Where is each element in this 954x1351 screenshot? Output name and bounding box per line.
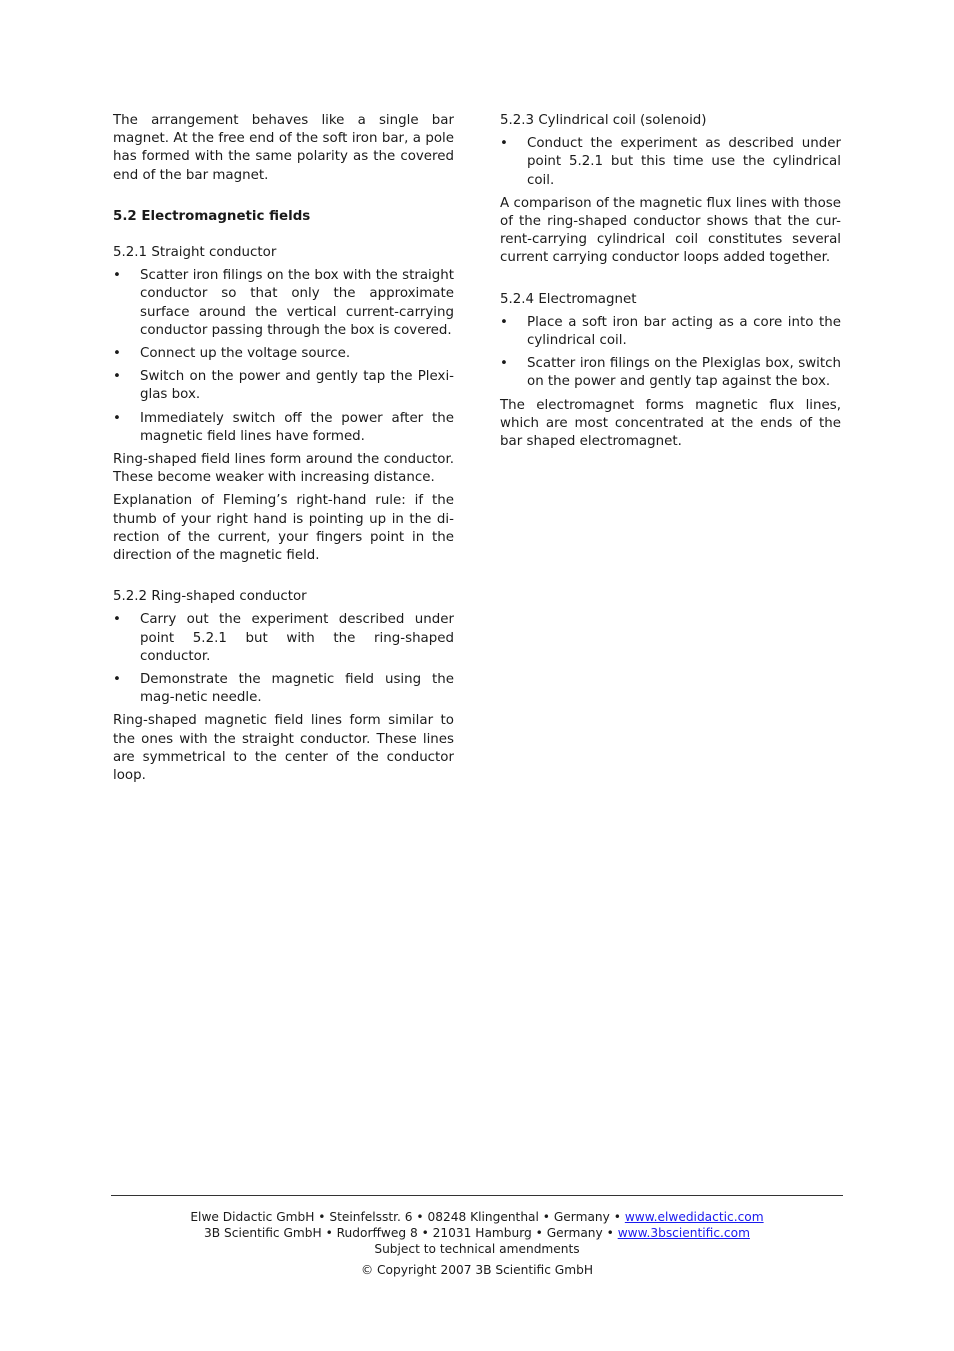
bullet-icon: • bbox=[113, 346, 121, 362]
bullet-icon: • bbox=[500, 136, 508, 152]
bullet-icon: • bbox=[113, 612, 121, 628]
spacer bbox=[500, 273, 841, 291]
list-item: • Scatter iron filings on the box with the straight conductor so that only the approximate surface around the vertical current-carrying conductor passing through the box is covered. bbox=[113, 268, 454, 338]
bullet-icon: • bbox=[113, 672, 121, 688]
intro-paragraph: The arrangement behaves like a single bar magnet. At the free end of the soft iron bar, a pole has formed with the same polarity as the covered end of the bar magnet. bbox=[113, 113, 454, 183]
3b-website-link[interactable]: www.3bscientific.com bbox=[617, 1226, 750, 1240]
elwe-website-link[interactable]: www.elwedidactic.com bbox=[624, 1210, 764, 1224]
footer-amendments: Subject to technical amendments bbox=[374, 1242, 580, 1256]
subsection-heading-521: 5.2.1 Straight conductor bbox=[113, 245, 277, 261]
paragraph-field-lines: Ring-shaped field lines form around the conductor. These become weaker with increasing distance. bbox=[113, 452, 454, 486]
spacer bbox=[113, 190, 454, 208]
subsection-heading-524: 5.2.4 Electromagnet bbox=[500, 291, 637, 307]
footer-divider bbox=[111, 1195, 843, 1196]
bullet-icon: • bbox=[500, 314, 508, 330]
section-heading: 5.2 Electromagnetic fields bbox=[113, 208, 311, 224]
footer-line-elwe: Elwe Didactic GmbH • Steinfelsstr. 6 • 08248 Klingenthal • Germany • www.elwedidactic.com bbox=[190, 1210, 764, 1224]
list-item: • Carry out the experiment described under point 5.2.1 but with the ring-shaped conductor. bbox=[113, 612, 454, 664]
list-item: • Conduct the experiment as described under point 5.2.1 but this time use the cylindrical coil. bbox=[500, 136, 841, 188]
bullet-icon: • bbox=[113, 268, 121, 284]
bullet-list-524 bbox=[500, 314, 841, 392]
bullet-list-522 bbox=[113, 611, 454, 707]
bullet-icon: • bbox=[500, 356, 508, 372]
bullet-list-521 bbox=[113, 267, 454, 446]
list-item: • Demonstrate the magnetic field using the mag-netic needle. bbox=[113, 672, 454, 706]
list-item: • Scatter iron filings on the Plexiglas box, switch on the power and gently tap against the box. bbox=[500, 356, 841, 390]
paragraph-comparison: A comparison of the magnetic flux lines with those of the ring-shaped conductor shows that the cur-rent-carrying cylindrical coil constitutes several current carrying conductor loops added together. bbox=[500, 195, 841, 266]
subsection-heading-523: 5.2.3 Cylindrical coil (solenoid) bbox=[500, 113, 707, 128]
list-item: • Switch on the power and gently tap the Plexi-glas box. bbox=[113, 369, 454, 403]
spacer bbox=[113, 570, 454, 588]
bullet-icon: • bbox=[113, 369, 121, 385]
list-item: • Place a soft iron bar acting as a core into the cylindrical coil. bbox=[500, 314, 841, 349]
footer bbox=[111, 1209, 843, 1278]
bullet-icon: • bbox=[113, 410, 121, 426]
left-column bbox=[113, 112, 454, 790]
list-item: • Connect up the voltage source. bbox=[113, 345, 454, 363]
list-item: • Immediately switch off the power after the magnetic field lines have formed. bbox=[113, 410, 454, 444]
right-column bbox=[500, 112, 841, 456]
paragraph-flemings-rule: Explanation of Fleming’s right-hand rule: if the thumb of your right hand is pointing up in the di-rection of the current, your fingers point in the direction of the magnetic field. bbox=[113, 493, 454, 564]
paragraph-electromagnet: The electromagnet forms magnetic flux lines, which are most concentrated at the ends of the bar shaped electromagnet. bbox=[500, 397, 841, 450]
footer-copyright: © Copyright 2007 3B Scientific GmbH bbox=[360, 1263, 594, 1277]
subsection-heading-522: 5.2.2 Ring-shaped conductor bbox=[113, 589, 307, 605]
paragraph-ring-lines: Ring-shaped magnetic field lines form similar to the ones with the straight conductor. These lines are symmetrical to the center of the conductor loop. bbox=[113, 713, 454, 784]
footer-line-3b: 3B Scientific GmbH • Rudorffweg 8 • 21031 Hamburg • Germany • www.3bscientific.com bbox=[204, 1226, 750, 1240]
bullet-list-523 bbox=[500, 135, 841, 190]
